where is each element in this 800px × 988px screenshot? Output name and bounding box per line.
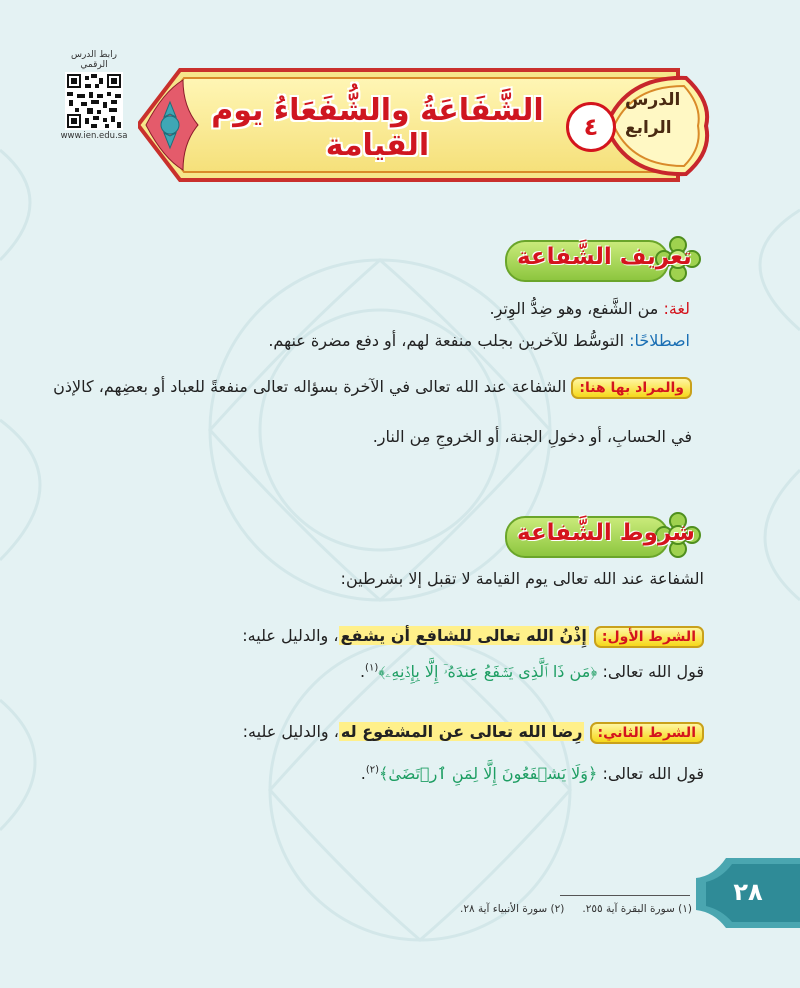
condition-2-rest: ، والدليل عليه: (242, 722, 339, 741)
section-heading-conditions (505, 512, 695, 558)
lesson-ordinal: الرابع (625, 118, 672, 138)
definition-linguistic (490, 299, 690, 318)
condition-1-evidence (360, 662, 704, 682)
qr-caption: رابط الدرس الرقمي (70, 50, 118, 70)
tag-condition-2: الشرط الثاني: (590, 722, 704, 744)
condition-1-rest: ، والدليل عليه: (242, 626, 339, 645)
lesson-number-badge: ٤ (566, 102, 616, 152)
section-title: تعريف الشَّفاعة (517, 244, 692, 270)
quote-intro: قول الله تعالى: (597, 662, 704, 681)
label-istilah: اصطلاحًا: (629, 331, 690, 350)
condition-1-highlight: إِذْنُ الله تعالى للشافع أن يشفع (340, 626, 587, 645)
section-title: شروط الشَّفاعة (517, 520, 695, 546)
meaning-line-2: في الحسابِ، أو دخولِ الجنة، أو الخروجِ مِن النار. (372, 427, 692, 446)
meaning-line-1 (53, 377, 692, 399)
quran-quote-2: ﴿وَلَا يَشۡفَعُونَ إِلَّا لِمَنِ ٱرۡتَضَىٰ﴾ (379, 764, 598, 783)
condition-2 (243, 722, 704, 744)
quran-quote-1: ﴿مَن ذَا ٱلَّذِى يَشۡفَعُ عِندَهُۥٓ إِلَّا بِإِذۡنِهِۦ﴾ (378, 662, 598, 681)
condition-2-evidence (361, 764, 704, 783)
label-lugha: لغة: (663, 299, 690, 318)
text-istilah: التوسُّط للآخرين بجلب منفعة لهم، أو دفع مضرة عنهم. (268, 331, 630, 350)
quote-intro: قول الله تعالى: (597, 764, 704, 783)
lesson-label: الدرس (625, 90, 681, 110)
period: . (360, 764, 366, 783)
period: . (359, 662, 366, 681)
tag-condition-1: الشرط الأول: (594, 626, 704, 648)
tag-meaning: والمراد بها هنا: (571, 377, 692, 399)
digital-lesson-qr[interactable] (58, 50, 130, 140)
footnote-ref-1[interactable]: (١) (365, 662, 379, 674)
footnote-ref-2[interactable]: (٢) (365, 764, 380, 776)
condition-1 (242, 626, 704, 648)
definition-technical (268, 331, 690, 350)
qr-url[interactable]: www.ien.edu.sa (60, 131, 128, 141)
footnote-2: (٢) سورة الأنبياء آية ٢٨. (459, 903, 565, 915)
condition-2-highlight: رِضا الله تعالى عن المشفوع له (340, 722, 583, 741)
footnotes (420, 903, 692, 915)
section-heading-definition (505, 236, 695, 282)
text-lugha: من الشَّفع، وهو ضِدُّ الوِترِ. (489, 299, 664, 318)
meaning-text-1: الشفاعة عند الله تعالى في الآخرة بسؤاله تعالى منفعةً للعباد أو بعضِهم، كالإذن (53, 377, 567, 396)
footnote-divider (560, 895, 690, 896)
page-title: الشَّفَاعَةُ والشُّفَعَاءُ يوم القيامة (211, 93, 544, 163)
qr-code-icon[interactable] (65, 72, 123, 130)
page-number: ٢٨ (733, 878, 763, 906)
footnote-1: (١) سورة البقرة آية ٢٥٥. (582, 903, 692, 915)
conditions-intro: الشفاعة عند الله تعالى يوم القيامة لا تقبل إلا بشرطين: (340, 569, 704, 588)
